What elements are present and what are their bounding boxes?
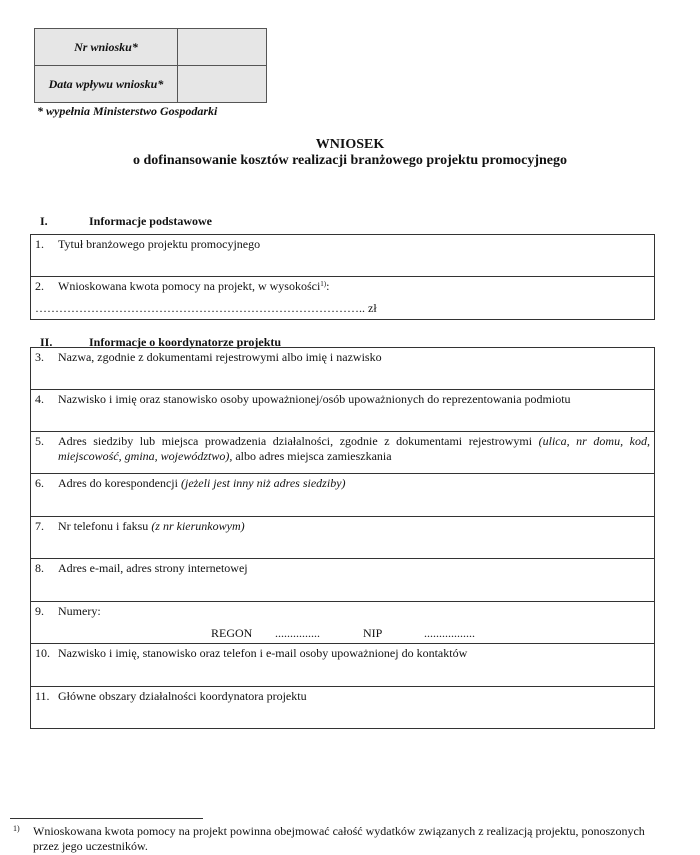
field-email-website[interactable] [31,559,654,602]
field-correspondence-address[interactable] [31,474,654,517]
receipt-date-field[interactable] [178,66,267,103]
regon-nip-row [31,626,654,642]
item-label: Tytuł branżowego projektu promocyjnego [58,237,261,251]
item-label: Numery: [58,604,101,618]
nip-label: NIP [363,626,383,640]
field-phone-fax[interactable] [31,517,654,559]
item-number: 7. [35,519,44,533]
item-label: Główne obszary działalności koordynatora projektu [58,689,307,703]
receipt-date-label: Data wpływu wniosku* [35,66,178,103]
item-number: 6. [35,476,44,490]
item-number: 10. [35,646,50,660]
field-requested-amount[interactable] [31,277,654,319]
nip-dots: ................. [424,626,475,640]
item-number: 11. [35,689,50,703]
application-number-label: Nr wniosku* [35,29,178,66]
item-label: Nazwisko i imię, stanowisko oraz telefon i e-mail osoby upoważnionej do kontaktów [58,646,468,660]
item-number: 9. [35,604,44,618]
section-1-title: Informacje podstawowe [89,214,212,228]
ministry-note: * wypełnia Ministerstwo Gospodarki [37,104,218,118]
section-2-title: Informacje o koordynatorze projektu [89,335,282,349]
item-label: Nazwa, zgodnie z dokumentami rejestrowymi albo imię i nazwisko [58,350,382,364]
field-numbers[interactable] [31,602,654,644]
item-number: 4. [35,392,44,406]
document-title: WNIOSEK [315,137,385,152]
regon-label: REGON [211,626,253,640]
footnote-mark: 1) [13,824,20,833]
item-number: 2. [35,279,44,293]
item-number: 8. [35,561,44,575]
field-name[interactable] [31,348,654,390]
amount-dots: ……………………………………………………………………….. zł [35,301,377,315]
item-label: Nr telefonu i faksu (z nr kierunkowym) [58,519,245,533]
section-2-number: II. [40,335,53,349]
item-number: 5. [35,434,44,448]
field-contact-person[interactable] [31,644,654,687]
item-label: Adres siedziby lub miejsca prowadzenia działalności, zgodnie z dokumentami rejestrowymi (ulica, nr domu, kod, miejscowość, gmina, województwo), albo adres miejsca zamieszkania [58,434,650,463]
document-subtitle: o dofinansowanie kosztów realizacji branżowego projektu promocyjnego [133,153,567,168]
footnote-separator [10,818,203,819]
item-label: Adres e-mail, adres strony internetowej [58,561,248,575]
item-number: 3. [35,350,44,364]
application-number-field[interactable] [178,29,267,66]
field-project-title[interactable] [31,235,654,277]
item-label: Adres do korespondencji (jeżeli jest inny niż adres siedziby) [58,476,346,490]
field-registered-address[interactable] [31,432,654,474]
section-1-box [30,234,655,320]
section-2-box [30,347,655,729]
footnote-ref: 1) [320,280,327,288]
regon-dots: ............... [275,626,320,640]
section-1-number: I. [40,214,48,228]
field-activity-areas[interactable] [31,687,654,728]
application-number-table [34,28,267,103]
item-number: 1. [35,237,44,251]
footnote-text: Wnioskowana kwota pomocy na projekt powinna obejmować całość wydatków związanych z realizacją projektu, ponoszonych przez jego uczestników. [33,824,645,853]
field-representatives[interactable] [31,390,654,432]
item-label: Nazwisko i imię oraz stanowisko osoby upoważnionej/osób upoważnionych do reprezentowania podmiotu [58,392,571,406]
item-label: Wnioskowana kwota pomocy na projekt, w wysokości$^{1)}$: [58,279,330,293]
